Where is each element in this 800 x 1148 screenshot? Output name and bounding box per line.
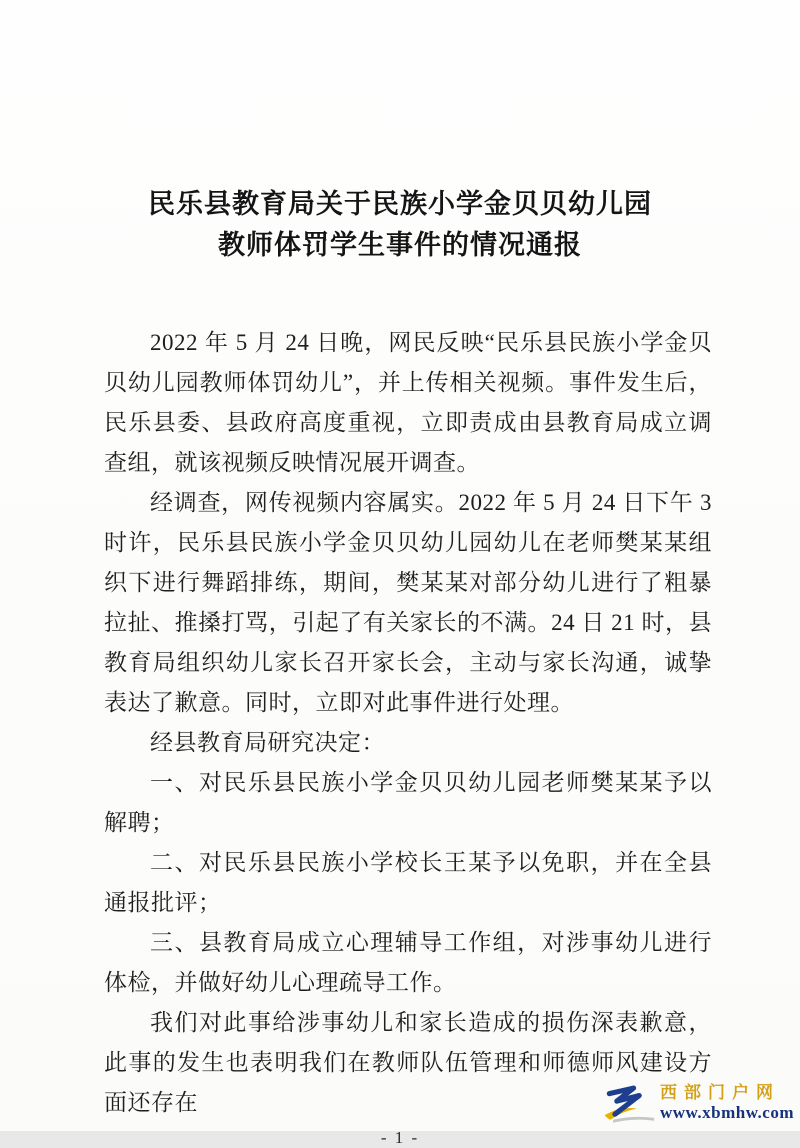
paragraph-investigation: 经调查，网传视频内容属实。2022 年 5 月 24 日下午 3 时许，民乐县民族小学金贝贝幼儿园幼儿在老师樊某某组织下进行舞蹈排练，期间，樊某某对部分幼儿进行了粗暴拉扯、推搡打骂，引起了有关家长的不满。24 日 21 时，县教育局组织幼儿家长召开家长会，主动与家长沟通，诚挚表达了歉意。同时，立即对此事件进行处理。: [104, 490, 712, 715]
document-title-line1: 民乐县教育局关于民族小学金贝贝幼儿园: [148, 189, 652, 219]
xbmhw-logo-icon: [600, 1079, 656, 1127]
paragraph-decision-lead: 经县教育局研究决定：: [150, 730, 385, 755]
page-number: - 1 -: [380, 1128, 420, 1147]
document-body: [104, 323, 712, 1123]
paragraph-decision-item-2: 二、对民乐县民族小学校长王某予以免职，并在全县通报批评；: [104, 850, 712, 915]
document-title-line2: 教师体罚学生事件的情况通报: [218, 230, 582, 260]
watermark-text: [660, 1083, 794, 1122]
watermark-site-url: www.xbmhw.com: [659, 1103, 794, 1122]
watermark-site-name: 西部门户网: [659, 1083, 780, 1103]
paragraph-intro: 2022 年 5 月 24 日晚，网民反映“民乐县民族小学金贝贝幼儿园教师体罚幼儿”，并上传相关视频。事件发生后，民乐县委、县政府高度重视，立即责成由县教育局成立调查组，就该视频反映情况展开调查。: [104, 330, 712, 475]
site-watermark: [600, 1079, 794, 1127]
paragraph-apology: 我们对此事给涉事幼儿和家长造成的损伤深表歉意，此事的发生也表明我们在教师队伍管理和师德师风建设方面还存在: [104, 1010, 712, 1115]
paragraph-decision-item-1: 一、对民乐县民族小学金贝贝幼儿园老师樊某某予以解聘；: [104, 770, 712, 835]
paragraph-decision-item-3: 三、县教育局成立心理辅导工作组，对涉事幼儿进行体检，并做好幼儿心理疏导工作。: [104, 930, 712, 995]
document-title: [0, 0, 800, 266]
